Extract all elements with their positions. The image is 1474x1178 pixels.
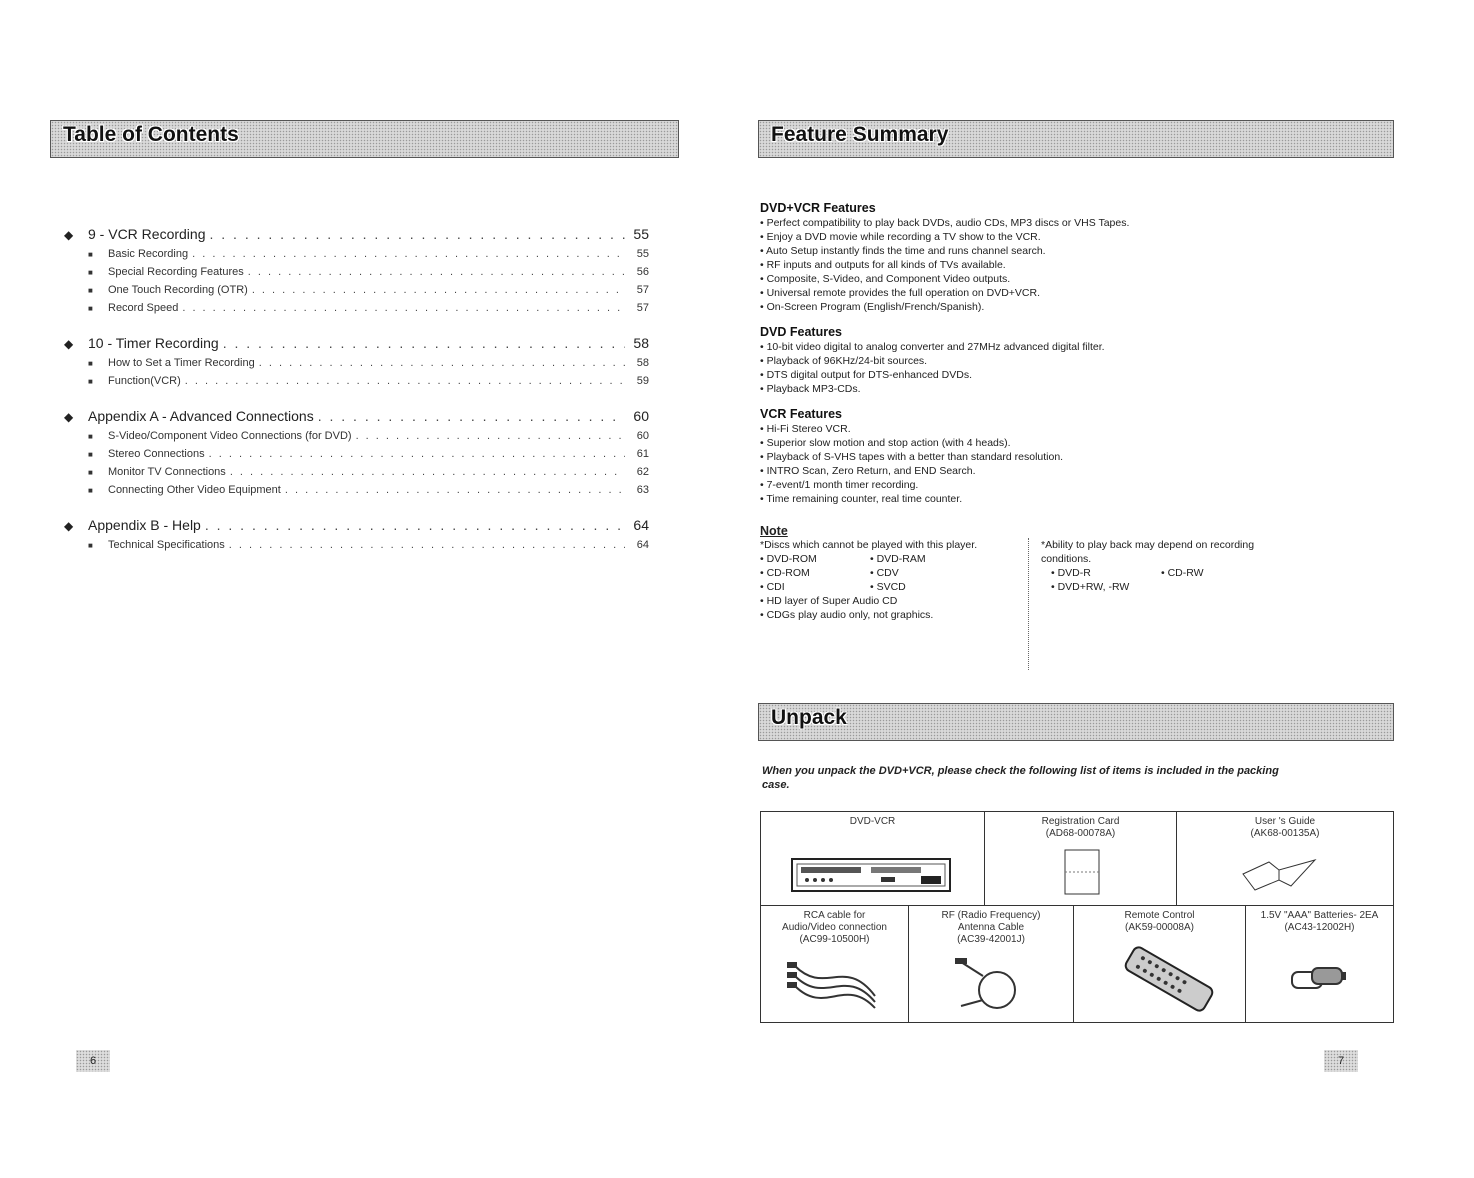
toc-subentry-page: 61	[636, 448, 649, 460]
dot-leader	[259, 357, 625, 369]
toc-subentry-label: One Touch Recording (OTR)	[108, 284, 248, 296]
note-heading: Note	[760, 524, 788, 538]
item-label-line: RF (Radio Frequency)	[941, 910, 1041, 921]
toc-entry-page: 55	[633, 226, 649, 242]
dot-leader	[356, 430, 625, 442]
users-guide-image	[1239, 856, 1319, 896]
toc-subentry[interactable]	[64, 357, 649, 375]
dot-leader	[209, 448, 625, 460]
rf-cable-image	[953, 956, 1033, 1016]
toc-entry-label: 10 - Timer Recording	[88, 335, 219, 351]
square-bullet-icon: ■	[88, 359, 93, 368]
toc-subentry-label: Monitor TV Connections	[108, 466, 226, 478]
unpack-items-grid	[760, 811, 1394, 1023]
dot-leader	[223, 335, 625, 351]
note-disc: • CDI	[760, 580, 870, 594]
toc-subentry-page: 55	[636, 248, 649, 260]
toc-subentry-label: Basic Recording	[108, 248, 189, 260]
dot-leader	[182, 302, 625, 314]
registration-card-image	[1063, 848, 1103, 898]
feature-item: • 7-event/1 month timer recording.	[760, 478, 1400, 492]
feature-item: • Hi-Fi Stereo VCR.	[760, 422, 1400, 436]
toc-subentry-page: 58	[636, 357, 649, 369]
toc-entry[interactable]	[64, 226, 649, 248]
feature-item: • Superior slow motion and stop action (with 4 heads).	[760, 436, 1400, 450]
table-of-contents	[64, 226, 649, 572]
feature-item: • Playback MP3-CDs.	[760, 382, 1400, 396]
item-label-line: (AC43-12002H)	[1284, 922, 1355, 933]
item-label-line: Registration Card	[1041, 816, 1120, 827]
item-users-guide	[1177, 812, 1393, 906]
item-label-line: 1.5V "AAA" Batteries- 2EA	[1260, 910, 1379, 921]
square-bullet-icon: ■	[88, 541, 93, 550]
feature-item: • Universal remote provides the full operation on DVD+VCR.	[760, 286, 1400, 300]
feature-item: • Perfect compatibility to play back DVDs, audio CDs, MP3 discs or VHS Tapes.	[760, 216, 1400, 230]
toc-subentry[interactable]	[64, 248, 649, 266]
item-label-line: DVD-VCR	[849, 816, 896, 827]
note-disc: • CDV	[870, 566, 980, 580]
toc-entry[interactable]	[64, 335, 649, 357]
toc-subentry[interactable]	[64, 284, 649, 302]
toc-subentry[interactable]	[64, 302, 649, 320]
feature-item: • INTRO Scan, Zero Return, and END Search.	[760, 464, 1400, 478]
toc-section	[64, 335, 649, 393]
note-disc: • CD-RW	[1161, 566, 1271, 580]
dot-leader	[229, 539, 625, 551]
rca-cable-image	[785, 956, 885, 1016]
feature-item: • 10-bit video digital to analog converter and 27MHz advanced digital filter.	[760, 340, 1400, 354]
page-number-left: 6	[76, 1050, 110, 1072]
square-bullet-icon: ■	[88, 304, 93, 313]
toc-entry-label: 9 - VCR Recording	[88, 226, 206, 242]
toc-subentry-page: 56	[636, 266, 649, 278]
vcr-heading: VCR Features	[760, 407, 842, 421]
feature-item: • Time remaining counter, real time counter.	[760, 492, 1400, 506]
unpack-title: Unpack	[771, 706, 847, 729]
item-dvd-vcr	[761, 812, 985, 906]
toc-section	[64, 517, 649, 557]
feature-list	[760, 200, 1400, 516]
dvd-vcr-heading: DVD+VCR Features	[760, 201, 876, 215]
item-label-line: (AK59-00008A)	[1125, 922, 1194, 933]
toc-entry-label: Appendix A - Advanced Connections	[88, 408, 314, 424]
item-label-line: Audio/Video connection	[782, 922, 887, 933]
toc-subentry-page: 62	[636, 466, 649, 478]
item-batteries	[1246, 906, 1393, 1022]
item-label-line: (AD68-00078A)	[1045, 828, 1116, 839]
square-bullet-icon: ■	[88, 268, 93, 277]
dvd-vcr-image	[791, 858, 951, 894]
square-bullet-icon: ■	[88, 286, 93, 295]
square-bullet-icon: ■	[88, 250, 93, 259]
toc-subentry-page: 59	[636, 375, 649, 387]
item-rf-cable	[909, 906, 1074, 1022]
toc-entry[interactable]	[64, 517, 649, 539]
toc-entry-page: 58	[633, 335, 649, 351]
feature-item: • DTS digital output for DTS-enhanced DVDs.	[760, 368, 1400, 382]
vcr-features	[760, 406, 1400, 506]
feature-summary-title: Feature Summary	[771, 123, 949, 146]
item-label-line: Remote Control	[1124, 910, 1195, 921]
toc-subentry-label: Stereo Connections	[108, 448, 205, 460]
toc-subentry-label: How to Set a Timer Recording	[108, 357, 255, 369]
dot-leader	[318, 408, 625, 424]
square-bullet-icon: ■	[88, 377, 93, 386]
feature-item: • Playback of S-VHS tapes with a better than standard resolution.	[760, 450, 1400, 464]
toc-banner	[50, 120, 679, 158]
toc-subentry[interactable]	[64, 375, 649, 393]
dot-leader	[230, 466, 625, 478]
item-registration-card	[985, 812, 1177, 906]
item-label-line: (AC39-42001J)	[957, 934, 1025, 945]
dvd-features	[760, 324, 1400, 396]
toc-subentry[interactable]	[64, 266, 649, 284]
toc-title: Table of Contents	[63, 123, 239, 146]
square-bullet-icon: ■	[88, 486, 93, 495]
note-disc: • CD-ROM	[760, 566, 870, 580]
diamond-bullet-icon: ◆	[64, 337, 74, 351]
toc-entry-page: 64	[633, 517, 649, 533]
toc-subentry[interactable]	[64, 448, 649, 466]
item-label-line: RCA cable for	[803, 910, 866, 921]
toc-subentry-label: Special Recording Features	[108, 266, 244, 278]
dot-leader	[192, 248, 625, 260]
item-label-line: Antenna Cable	[957, 922, 1025, 933]
note-pair	[1041, 566, 1301, 580]
toc-subentry-label: S-Video/Component Video Connections (for DVD)	[108, 430, 352, 442]
note-right-intro: *Ability to play back may depend on recording conditions.	[1041, 539, 1255, 565]
note-item: • HD layer of Super Audio CD	[760, 594, 1028, 608]
toc-subentry-label: Record Speed	[108, 302, 179, 314]
toc-subentry[interactable]	[64, 430, 649, 448]
note-disc: • DVD-ROM	[760, 552, 870, 566]
feature-item: • Enjoy a DVD movie while recording a TV show to the VCR.	[760, 230, 1400, 244]
diamond-bullet-icon: ◆	[64, 410, 74, 424]
note-disc: • DVD-R	[1051, 566, 1161, 580]
page-number-right: 7	[1324, 1050, 1358, 1072]
toc-entry-page: 60	[633, 408, 649, 424]
dvd-vcr-features	[760, 200, 1400, 314]
item-label-line: User 's Guide	[1254, 816, 1316, 827]
toc-subentry[interactable]	[64, 466, 649, 484]
note-section	[760, 524, 1400, 670]
toc-subentry[interactable]	[64, 484, 649, 502]
toc-subentry-page: 60	[636, 430, 649, 442]
toc-entry[interactable]	[64, 408, 649, 430]
note-right-column	[1028, 538, 1301, 670]
note-item: • DVD+RW, -RW	[1041, 580, 1301, 594]
dvd-heading: DVD Features	[760, 325, 842, 339]
unpack-banner	[758, 703, 1394, 741]
dot-leader	[205, 517, 625, 533]
feature-item: • RF inputs and outputs for all kinds of TVs available.	[760, 258, 1400, 272]
remote-control-image	[1114, 946, 1214, 1016]
note-pair	[760, 566, 1028, 580]
toc-entry-label: Appendix B - Help	[88, 517, 201, 533]
feature-item: • Auto Setup instantly finds the time and runs channel search.	[760, 244, 1400, 258]
batteries-image	[1286, 962, 1356, 1002]
item-remote-control	[1074, 906, 1246, 1022]
unpack-intro: When you unpack the DVD+VCR, please check the following list of items is included in the packing case.	[762, 765, 1279, 791]
square-bullet-icon: ■	[88, 468, 93, 477]
feature-item: • Composite, S-Video, and Component Video outputs.	[760, 272, 1400, 286]
toc-subentry-label: Function(VCR)	[108, 375, 181, 387]
item-label-line: (AC99-10500H)	[799, 934, 870, 945]
note-disc: • SVCD	[870, 580, 980, 594]
dot-leader	[210, 226, 626, 242]
toc-subentry[interactable]	[64, 539, 649, 557]
item-label-line: (AK68-00135A)	[1250, 828, 1320, 839]
toc-subentry-page: 57	[636, 284, 649, 296]
feature-item: • Playback of 96KHz/24-bit sources.	[760, 354, 1400, 368]
feature-item: • On-Screen Program (English/French/Spanish).	[760, 300, 1400, 314]
toc-subentry-label: Technical Specifications	[108, 539, 225, 551]
toc-subentry-page: 57	[636, 302, 649, 314]
feature-summary-banner	[758, 120, 1394, 158]
note-left-column	[760, 538, 1028, 670]
dot-leader	[185, 375, 625, 387]
dot-leader	[252, 284, 625, 296]
toc-subentry-page: 63	[636, 484, 649, 496]
dot-leader	[285, 484, 625, 496]
item-rca-cable	[761, 906, 909, 1022]
note-left-intro: *Discs which cannot be played with this player.	[760, 539, 978, 551]
toc-subentry-page: 64	[636, 539, 649, 551]
square-bullet-icon: ■	[88, 432, 93, 441]
note-pair	[760, 552, 1028, 566]
note-item: • CDGs play audio only, not graphics.	[760, 608, 1028, 622]
square-bullet-icon: ■	[88, 450, 93, 459]
dot-leader	[248, 266, 625, 278]
toc-subentry-label: Connecting Other Video Equipment	[108, 484, 281, 496]
toc-section	[64, 226, 649, 320]
diamond-bullet-icon: ◆	[64, 228, 74, 242]
diamond-bullet-icon: ◆	[64, 519, 74, 533]
note-disc: • DVD-RAM	[870, 552, 980, 566]
toc-section	[64, 408, 649, 502]
note-pair	[760, 580, 1028, 594]
